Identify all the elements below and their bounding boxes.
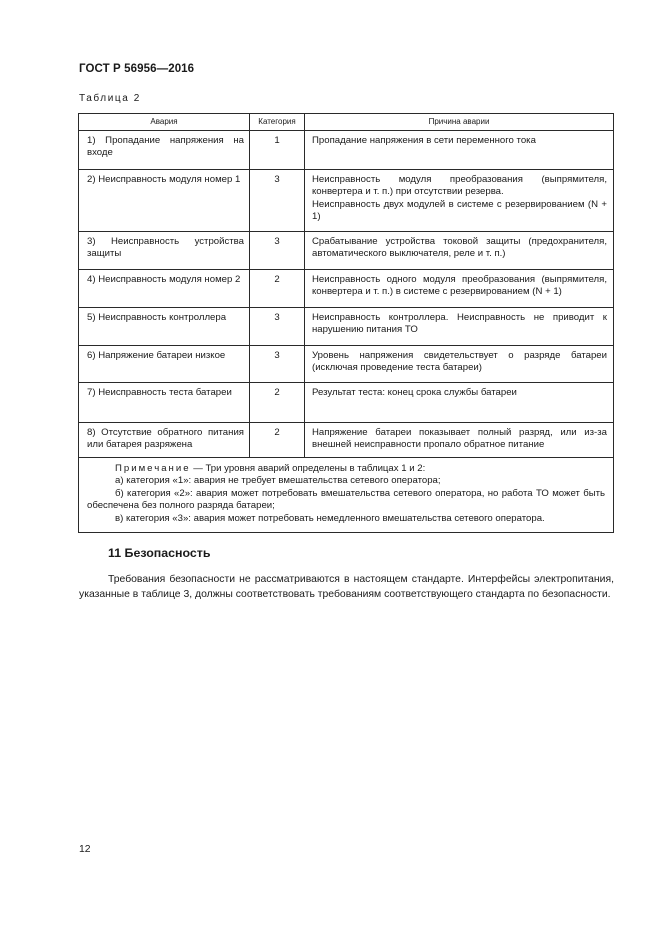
alarm-cell: 8) Отсутствие обратного питания или батарея разряжена	[79, 423, 250, 458]
table-note	[79, 458, 614, 533]
table-row	[79, 346, 614, 383]
cause-cell: Срабатывание устройства токовой защиты (предохранителя, автоматического выключателя, реле и т. п.)	[305, 232, 614, 270]
table-note-row	[79, 458, 614, 533]
column-header-alarm: Авария	[79, 114, 250, 131]
category-cell: 2	[250, 270, 305, 308]
category-cell: 2	[250, 383, 305, 423]
alarm-table	[78, 113, 614, 533]
category-cell: 2	[250, 423, 305, 458]
note-item: б) категория «2»: авария может потребовать вмешательства сетевого оператора, но работа ТО может быть обеспечена без полного разряда батареи;	[87, 487, 605, 512]
note-item: в) категория «3»: авария может потребовать немедленного вмешательства сетевого оператора.	[115, 512, 545, 524]
table-header-row	[79, 114, 614, 131]
note-label: Примечание	[115, 463, 191, 474]
cause-text: Неисправность модуля преобразования (выпрямителя, конвертера и т. п.) при отсутствии резерва. Неисправность двух модулей в системе с резервированием (N + 1)	[312, 174, 607, 223]
column-header-cause: Причина аварии	[305, 114, 614, 131]
alarm-cell: 5) Неисправность контроллера	[79, 308, 250, 346]
alarm-cell: 7) Неисправность теста батареи	[79, 383, 250, 423]
table-row	[79, 170, 614, 232]
cause-cell: Неисправность одного модуля преобразования (выпрямителя, конвертера и т. п.) в системе с резервированием (N + 1)	[305, 270, 614, 308]
cause-cell: Напряжение батареи показывает полный разряд, или из-за внешней неисправности пропало обратное питание	[305, 423, 614, 458]
category-cell: 3	[250, 346, 305, 383]
table-row	[79, 308, 614, 346]
cause-cell: Пропадание напряжения в сети переменного тока	[305, 131, 614, 170]
alarm-cell: 6) Напряжение батареи низкое	[79, 346, 250, 383]
document-code: ГОСТ Р 56956—2016	[79, 63, 195, 75]
note-intro	[87, 463, 605, 475]
table-row	[79, 423, 614, 458]
cause-cell: Результат теста: конец срока службы батареи	[305, 383, 614, 423]
category-cell: 1	[250, 131, 305, 170]
section-title: 11 Безопасность	[108, 546, 211, 560]
section-body: Требования безопасности не рассматриваются в настоящем стандарте. Интерфейсы электропитания, указанные в таблице 3, должны соответствовать требованиям соответствующего стандарта по безопасности.	[79, 574, 614, 600]
alarm-cell: 2) Неисправность модуля номер 1	[79, 170, 250, 232]
table-row	[79, 131, 614, 170]
cause-cell: Неисправность контроллера. Неисправность не приводит к нарушению питания ТО	[305, 308, 614, 346]
note-intro-text: — Три уровня аварий определены в таблицах 1 и 2:	[190, 463, 426, 474]
cause-cell	[305, 170, 614, 232]
page-number: 12	[79, 844, 91, 855]
category-cell: 3	[250, 232, 305, 270]
column-header-category: Категория	[250, 114, 305, 131]
alarm-cell: 4) Неисправность модуля номер 2	[79, 270, 250, 308]
category-cell: 3	[250, 170, 305, 232]
note-item: а) категория «1»: авария не требует вмешательства сетевого оператора;	[115, 475, 441, 487]
table-caption: Таблица 2	[79, 93, 141, 104]
alarm-cell: 1) Пропадание напряжения на входе	[79, 131, 250, 170]
alarm-cell: 3) Неисправность устройства защиты	[79, 232, 250, 270]
category-cell: 3	[250, 308, 305, 346]
table-row	[79, 232, 614, 270]
table-row	[79, 270, 614, 308]
table-row	[79, 383, 614, 423]
cause-cell: Уровень напряжения свидетельствует о разряде батареи (исключая проведение теста батареи)	[305, 346, 614, 383]
